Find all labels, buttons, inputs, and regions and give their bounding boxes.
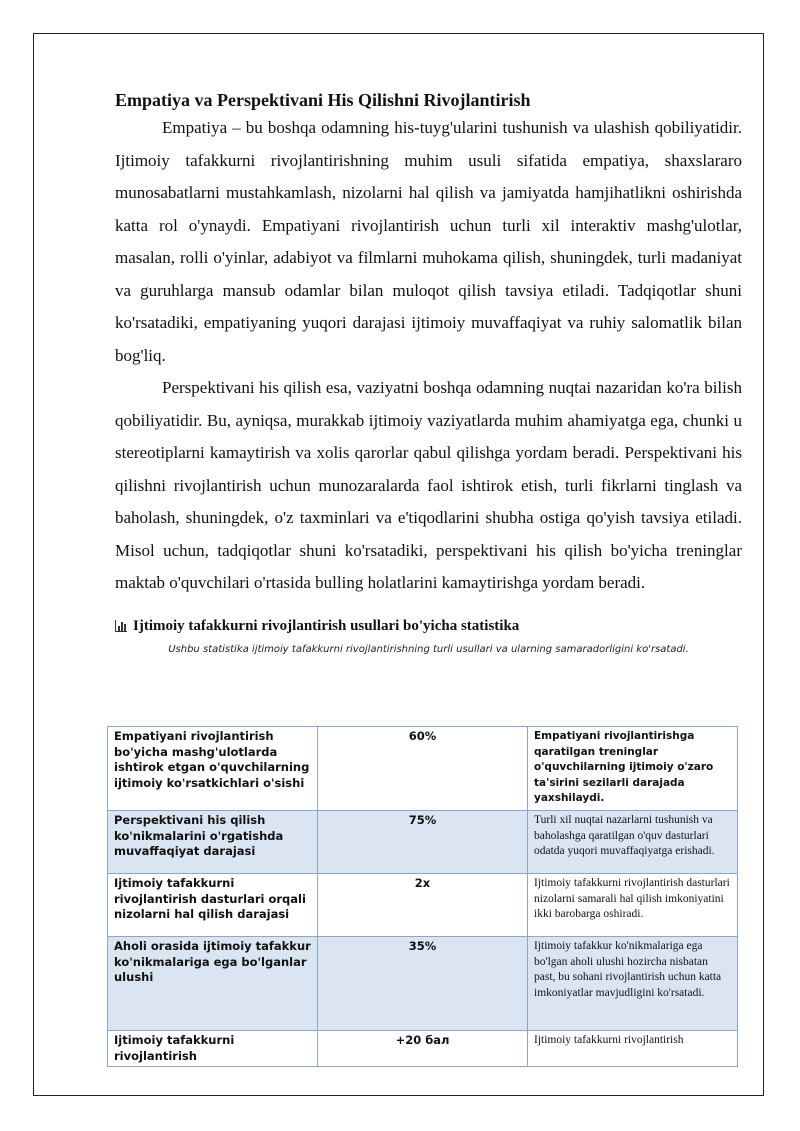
stat-label: Ijtimoiy tafakkurni rivojlantirish (108, 1031, 318, 1067)
document-title: Empatiya va Perspektivani His Qilishni Rivojlantirish (115, 90, 531, 110)
paragraph-empathy: Empatiya – bu boshqa odamning his-tuyg'ularini tushunish va ulashish qobiliyatidir. Ijtimoiy tafakkurni rivojlantirishning muhim usuli sifatida empatiya, shaxslararo munosabatlarni mustahkamlash, nizolarni hal qilish va jamiyatda hamjihatlikni oshirishda katta rol o'ynaydi. Empatiyani rivojlantirish uchun turli xil interaktiv mashg'ulotlar, masalan, rolli o'yinlar, adabiyot va filmlarni muhokama qilish, shuningdek, turli madaniyat va guruhlarga mansub odamlar bilan muloqot qilish tavsiya etiladi. Tadqiqotlar shuni ko'rsatadiki, empatiyaning yuqori darajasi ijtimoiy muvaffaqiyat va ruhiy salomatlik bilan bog'liq. (115, 118, 742, 365)
stat-description: Ijtimoiy tafakkurni rivojlantirish (528, 1031, 738, 1067)
table-row (108, 811, 738, 874)
stat-description: Turli xil nuqtai nazarlarni tushunish va baholashga qaratilgan o'quv dasturlari odatda yuqori muvaffaqiyatga erishadi. (528, 811, 738, 874)
stat-value: 75% (318, 811, 528, 874)
stat-value: 2x (318, 874, 528, 937)
table-row (108, 1031, 738, 1067)
table-row (108, 727, 738, 811)
statistics-heading-text: Ijtimoiy tafakkurni rivojlantirish usullari bo'yicha statistika (133, 617, 520, 634)
stat-label: Perspektivani his qilish ko'nikmalarini o'rgatishda muvaffaqiyat darajasi (108, 811, 318, 874)
stat-label: Empatiyani rivojlantirish bo'yicha mashg'ulotlarda ishtirok etgan o'quvchilarning ijtimoiy ko'rsatkichlari o'sishi (108, 727, 318, 811)
table-row (108, 937, 738, 1031)
statistics-heading (115, 616, 742, 636)
stat-description: Empatiyani rivojlantirishga qaratilgan treninglar o'quvchilarning ijtimoiy o'zaro ta'sirini sezilarli darajada yaxshilaydi. (528, 727, 738, 811)
stat-label: Aholi orasida ijtimoiy tafakkur ko'nikmalariga ega bo'lganlar ulushi (108, 937, 318, 1031)
stat-value: +20 бал (318, 1031, 528, 1067)
stat-description: Ijtimoiy tafakkur ko'nikmalariga ega bo'lgan aholi ulushi hozircha nisbatan past, bu sohani rivojlantirish uchun katta imkoniyatlar mavjudligini ko'rsatadi. (528, 937, 738, 1031)
statistics-subtitle: Ushbu statistika ijtimoiy tafakkurni rivojlantirishning turli usullari va ularning samaradorligini ko'rsatadi. (168, 643, 689, 655)
bar-chart-icon (115, 620, 127, 632)
paragraph-perspective: Perspektivani his qilish esa, vaziyatni boshqa odamning nuqtai nazaridan ko'ra bilish qobiliyatidir. Bu, ayniqsa, murakkab ijtimoiy vaziyatlarda muhim ahamiyatga ega, chunki u stereotiplarni kamaytirish va xolis qarorlar qabul qilishga yordam beradi. Perspektivani his qilishni rivojlantirish uchun munozaralarda faol ishtirok etish, turli fikrlarni tinglash va baholash, shuningdek, o'z taxminlari va e'tiqodlarini shubha ostiga qo'yish tavsiya etiladi. Misol uchun, tadqiqotlar shuni ko'rsatadiki, perspektivani his qilish bo'yicha treninglar maktab o'quvchilari o'rtasida bulling holatlarini kamaytirishga yordam beradi. (115, 378, 742, 592)
stat-value: 35% (318, 937, 528, 1031)
document-body (115, 88, 742, 658)
stat-description: Ijtimoiy tafakkurni rivojlantirish dasturlari nizolarni samarali hal qilish imkoniyatini ikki barobarga oshiradi. (528, 874, 738, 937)
statistics-table (107, 726, 738, 1067)
stat-value: 60% (318, 727, 528, 811)
table-row (108, 874, 738, 937)
stat-label: Ijtimoiy tafakkurni rivojlantirish dasturlari orqali nizolarni hal qilish darajasi (108, 874, 318, 937)
